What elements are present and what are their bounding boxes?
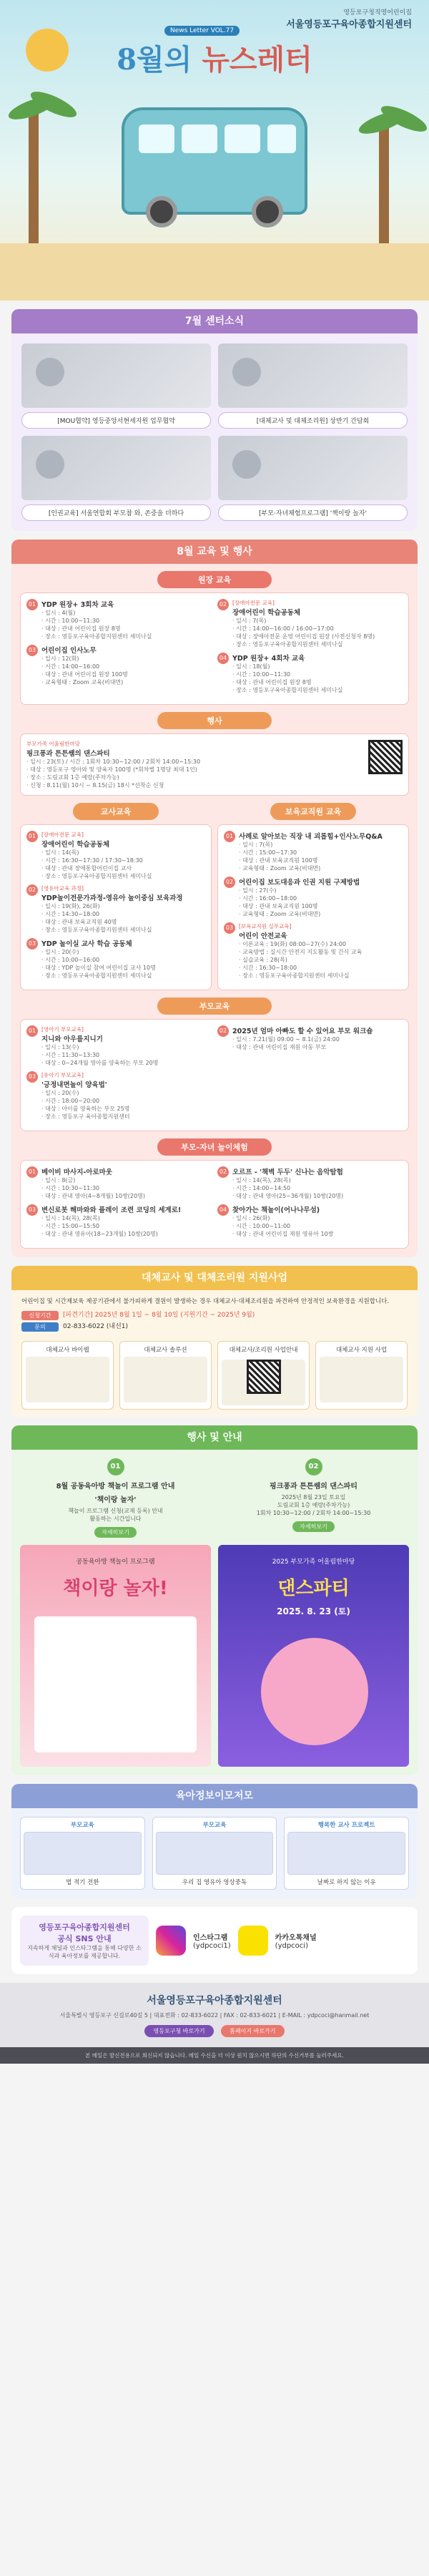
instagram-label[interactable]: 인스타그램 bbox=[193, 1934, 228, 1942]
item-desc: · 일시 : 7(목) · 시간 : 14:00~16:00 / 16:00~17:00 · 대상 : 장애아전문 운영 어린이집 원장 (사전신청자 8명) · 장소 : 영등포구육아종합지원센터 세미나실 bbox=[232, 618, 375, 648]
org-subtitle: 영등포구청직영어린이집 bbox=[343, 9, 412, 16]
info-row bbox=[21, 1322, 408, 1332]
page-title bbox=[0, 37, 429, 78]
item-tag: [영아기 부모교육] bbox=[41, 1026, 84, 1033]
director-education-box bbox=[20, 592, 409, 705]
info-label: 행복한 교사 프로젝트 bbox=[317, 1822, 375, 1829]
item-tag: [영유아교육 과정] bbox=[41, 885, 84, 892]
event-more-button[interactable]: 자세히보기 bbox=[292, 1521, 335, 1532]
item-desc: · 일시 : 4(월) · 시간 : 10:00~11:30 · 대상 : 관내 어린이집 원장 8명 · 장소 : 영등포구육아종합지원센터 세미나실 bbox=[41, 610, 152, 640]
item-desc: · 일시 : 27(수) · 시간 : 16:00~18:00 · 대상 : 관내 보육교직원 100명 · 교육형태 : Zoom 교육(비대면) bbox=[239, 887, 321, 917]
card-label: 대체교사 솔루션 bbox=[144, 1347, 187, 1354]
news-photo bbox=[218, 436, 408, 500]
item-desc: · 일시 : 13(수) · 시간 : 11:30~13:30 · 대상 : 0~24개월 영아를 양육하는 부모 20명 bbox=[41, 1044, 159, 1066]
qr-code-icon[interactable] bbox=[368, 740, 403, 774]
info-label: 부모교육 bbox=[202, 1822, 227, 1829]
item-title: YDP놀이전문가과정-영유아 놀이중심 보육과정 bbox=[41, 894, 183, 902]
edu-item bbox=[217, 653, 403, 694]
event-title: 8월 공동육아방 책놀이 프로그램 안내 bbox=[56, 1483, 175, 1491]
event-card bbox=[20, 1458, 211, 1538]
event-title: 핑크퐁과 튼튼쌤의 댄스파티 bbox=[270, 1483, 358, 1491]
parent-education-box bbox=[20, 1019, 409, 1131]
event-poster[interactable] bbox=[218, 1545, 409, 1767]
item-title: 2025년 엄마 아빠도 할 수 있어요 부모 워크숍 bbox=[232, 1028, 373, 1035]
item-desc: · 일시 : 14(목) · 시간 : 16:30~17:30 / 17:30~18:30 · 대상 : 관내 장애통합어린이집 교사 · 장소 : 영등포구육아종합지원센터 세미나실 bbox=[41, 849, 152, 879]
staff-education-box bbox=[217, 824, 409, 990]
event-number: 02 bbox=[305, 1458, 322, 1475]
poster-title: 댄스파티 bbox=[277, 1578, 350, 1599]
item-number: 02 bbox=[217, 1166, 229, 1178]
poster-subtitle: 공동육아방 책놀이 프로그램 bbox=[76, 1558, 155, 1566]
item-number: 02 bbox=[224, 877, 235, 888]
item-title: 찾아가는 책놀이(어나나무섬) bbox=[232, 1206, 320, 1214]
item-title: YDP 놀이실 교사 학습 공동체 bbox=[41, 940, 132, 948]
edu-item bbox=[26, 1166, 212, 1200]
teacher-education-box bbox=[20, 824, 212, 990]
item-desc: · 일시 : 7.21(월) 09:00 ~ 8.1(금) 24:00 · 대상 : 관내 어린이집 재원 아동 부모 bbox=[232, 1036, 340, 1050]
item-tag: [유아기 부모교육] bbox=[41, 1072, 84, 1078]
edu-item bbox=[26, 599, 212, 640]
section-center-news bbox=[11, 309, 418, 531]
item-title: 사례로 알아보는 직장 내 괴롭힘+인사노무Q&A bbox=[239, 833, 383, 841]
item-number: 01 bbox=[26, 1166, 38, 1178]
news-item[interactable] bbox=[21, 343, 211, 429]
item-title: 장애어린이 학습공동체 bbox=[232, 609, 301, 617]
info-row bbox=[21, 1311, 408, 1320]
poster-subtitle: 2025 부모가족 어울림한마당 bbox=[272, 1558, 355, 1566]
item-number: 01 bbox=[26, 831, 38, 842]
edu-item bbox=[217, 599, 403, 648]
info-card[interactable] bbox=[152, 1817, 277, 1890]
district-office-button[interactable]: 영등포구청 바로가기 bbox=[144, 2025, 213, 2037]
event-poster[interactable] bbox=[20, 1545, 211, 1767]
item-number: 02 bbox=[217, 599, 229, 610]
sns-desc: 지속하게 채널과 인스타그램을 통해 다양한 소식과 육아정보를 제공합니다. bbox=[27, 1945, 142, 1959]
poster-title: 책이랑 놀자! bbox=[63, 1578, 168, 1599]
item-title: 오르프 - '책벽 두두' 신나는 음악탐험 bbox=[232, 1169, 343, 1176]
item-title: 베이비 마사지-아로마웃 bbox=[41, 1169, 113, 1176]
item-number: 04 bbox=[217, 653, 229, 664]
item-desc: · 일시 : 20(수) · 시간 : 10:00~16:00 · 대상 : YDP 놀이실 참여 어린이집 교사 10명 · 장소 : 영등포구육아종합지원센터 세미나실 bbox=[41, 949, 156, 979]
homepage-button[interactable]: 홈페이지 바로가기 bbox=[221, 2025, 284, 2037]
edu-item bbox=[26, 1071, 212, 1121]
edu-item bbox=[26, 1204, 212, 1238]
bus-illustration bbox=[122, 107, 307, 215]
section-parenting-info bbox=[11, 1784, 418, 1898]
info-caption: 법 적기 전환 bbox=[66, 1879, 99, 1886]
row-label: 문의 bbox=[21, 1322, 59, 1332]
org-name: 서울영등포구육아종합지원센터 bbox=[286, 19, 412, 30]
play-experience-box bbox=[20, 1160, 409, 1249]
section-title: 육아정보이모저모 bbox=[11, 1784, 418, 1808]
item-title: 어린이집 인사노무 bbox=[41, 647, 97, 655]
card-label: 대체교사 바이웹 bbox=[46, 1347, 89, 1354]
item-title: YDP 원장+ 3회차 교육 bbox=[41, 601, 114, 609]
instagram-icon[interactable] bbox=[156, 1926, 186, 1956]
item-desc: · 일시 : 23(토) / 시간 : 1회차 10:30~12:00 / 2회차 14:00~15:30 · 대상 : 영등포구 영아와 및 양육자 100명 (*회차별 1명당 최대 1인) · 장소 : 도림교회 1층 예랑(주차가능) · 신청 : 8.11(월) 10시 ~ 8.15(금) 18시 *선착순 신청 bbox=[26, 758, 201, 789]
group-title: 부모교육 bbox=[157, 997, 272, 1015]
edu-item bbox=[217, 1166, 403, 1200]
item-tag: [보육교직원 실무교육] bbox=[239, 923, 292, 930]
section-education bbox=[11, 540, 418, 1257]
edu-item bbox=[26, 831, 205, 880]
poster-date: 2025. 8. 23 (토) bbox=[277, 1606, 350, 1616]
item-number: 02 bbox=[26, 884, 38, 896]
item-number: 02 bbox=[217, 1025, 229, 1037]
newsletter-volume: News Letter VOL.77 bbox=[164, 26, 240, 36]
item-title: 어린이집 보도대응과 인권 지원 구제방법 bbox=[239, 879, 360, 887]
item-desc: · 일시 : 14(목), 28(목) · 시간 : 14:00~14:50 · 대상 : 관내 영아(25~36개월) 10쌍(20명) bbox=[232, 1177, 344, 1199]
news-caption: [대체교사 및 대체조리원] 상반기 간담회 bbox=[218, 412, 408, 429]
hero-banner bbox=[0, 0, 429, 301]
item-desc: · 일시 : 26(화) · 시간 : 10:00~11:00 · 대상 : 관내 어린이집 재원 영유아 10쌍 bbox=[232, 1215, 334, 1237]
item-tag: 부모가족 어울림한마당 bbox=[26, 741, 80, 747]
sns-section bbox=[11, 1907, 418, 1974]
item-desc: · 일시 : 18(월) · 시간 : 10:00~11:30 · 대상 : 관내 어린이집 원장 8명 · 장소 : 영등포구육아종합지원센터 세미나실 bbox=[232, 663, 343, 693]
item-title: 변신로봇 해마와와 플레이 조련 코딩의 세계로! bbox=[41, 1206, 182, 1214]
item-title: 장애어린이 학습공동체 bbox=[41, 841, 110, 849]
section-substitute-support bbox=[11, 1266, 418, 1417]
section-title: 8월 교육 및 행사 bbox=[11, 540, 418, 564]
event-card bbox=[218, 1458, 409, 1538]
event-desc: 책놀이 프로그램 신청(교재 등록) 안내 활동하는 시간입니다 bbox=[68, 1508, 163, 1522]
info-card[interactable] bbox=[20, 1817, 145, 1890]
title-word: 뉴스레터 bbox=[202, 43, 312, 77]
item-title: 핑크퐁과 튼튼쌤의 댄스파티 bbox=[26, 750, 110, 758]
event-number: 01 bbox=[107, 1458, 124, 1475]
edu-item bbox=[26, 1025, 212, 1067]
edu-item bbox=[26, 938, 205, 980]
section-title: 7월 센터소식 bbox=[11, 309, 418, 333]
edu-item bbox=[217, 1204, 403, 1238]
item-number: 03 bbox=[224, 922, 235, 934]
section-title: 행사 및 안내 bbox=[11, 1425, 418, 1450]
item-desc: · 일시 : 14(목), 28(목) · 시간 : 15:00~15:50 · 대상 : 관내 영유아(18~23개월) 10쌍(20명) bbox=[41, 1215, 158, 1237]
event-desc: 2025년 8월 23일 토요일 도림교회 1층 예랑(주차가능) 1회차 10:30~12:00 / 2회차 14:00~15:30 bbox=[256, 1494, 371, 1516]
card-label: 대체교사/조리원 사업안내 bbox=[229, 1347, 298, 1354]
event-box bbox=[20, 733, 409, 796]
item-number: 03 bbox=[26, 645, 38, 656]
support-card[interactable] bbox=[217, 1341, 310, 1410]
news-caption: [인권교육] 서울연합회 부모참 와, 존중을 더하다 bbox=[21, 504, 211, 521]
support-card[interactable] bbox=[315, 1341, 408, 1410]
item-tag: [장애아전문 교육] bbox=[41, 831, 84, 838]
section-events bbox=[11, 1425, 418, 1775]
item-desc: · 일시 : 12(화) · 시간 : 14:00~16:00 · 대상 : 관내 어린이집 원장 100명 · 교육형태 : Zoom 교육(비대면) bbox=[41, 655, 128, 686]
group-title: 부모-자녀 놀이체험 bbox=[157, 1138, 272, 1156]
news-item[interactable] bbox=[21, 436, 211, 521]
news-photo bbox=[21, 436, 211, 500]
card-label: 대체교사 지원 사업 bbox=[335, 1347, 388, 1354]
group-title: 원장 교육 bbox=[157, 571, 272, 588]
item-number: 03 bbox=[26, 1071, 38, 1083]
unsubscribe-notice: 본 메일은 발신전용으로 회신되지 않습니다. 메일 수신을 더 이상 원치 않으시면 하단의 수신거부를 눌러주세요. bbox=[0, 2047, 429, 2064]
item-title: '긍정내면놀이 양육법' bbox=[41, 1081, 107, 1089]
news-photo bbox=[21, 343, 211, 408]
kakao-label[interactable]: 카카오톡채널 bbox=[275, 1934, 317, 1942]
kakao-channel-icon[interactable] bbox=[238, 1926, 268, 1956]
event-subtitle: '책이랑 놀자' bbox=[94, 1496, 137, 1504]
kakao-id: (ydpcoci) bbox=[275, 1942, 308, 1950]
item-desc: · 일시 : 19(화), 26(화) · 시간 : 14:30~18:00 · 대상 : 관내 보육교직원 40명 · 장소 : 영등포구육아종합지원센터 세미나실 bbox=[41, 903, 152, 933]
info-card[interactable] bbox=[284, 1817, 409, 1890]
item-tag: [장애아전문 교육] bbox=[232, 600, 275, 606]
item-number: 04 bbox=[217, 1204, 229, 1216]
edu-item bbox=[26, 884, 205, 934]
item-number: 03 bbox=[26, 1204, 38, 1216]
org-logo[interactable] bbox=[286, 7, 412, 30]
group-title: 행사 bbox=[157, 712, 272, 729]
edu-item bbox=[224, 831, 403, 872]
sand-decoration bbox=[0, 243, 429, 301]
edu-item bbox=[224, 877, 403, 918]
item-desc: · 이론교육 : 19(화) 08:00~27(수) 24:00 · 교육방법 : 실시간 안전지 지도활동 및 간식 교육 · 실습교육 : 28(목) · 시간 : 16:30~18:00 · 장소 : 영등포구육아종합지원센터 세미나실 bbox=[239, 941, 363, 979]
edu-item bbox=[224, 922, 403, 980]
news-item[interactable] bbox=[218, 436, 408, 521]
item-desc: · 일시 : 8(금) · 시간 : 10:30~11:30 · 대상 : 관내 영아(4~8개월) 10쌍(20명) bbox=[41, 1177, 145, 1199]
section-title: 대체교사 및 대체조리원 지원사업 bbox=[11, 1266, 418, 1290]
footer-address: 서울특별시 영등포구 신길로40길 5 | 대표전화 : 02-833-6022 | FAX : 02-833-6021 | E-MAIL : ydpcoci@hanmail.net bbox=[59, 2012, 370, 2019]
item-title: 어린이 안전교육 bbox=[239, 932, 287, 940]
item-title: 지니와 아우를지니기 bbox=[41, 1035, 103, 1043]
row-label: 신청기간 bbox=[21, 1311, 59, 1320]
edu-item bbox=[217, 1025, 403, 1051]
event-more-button[interactable]: 자세히보기 bbox=[94, 1527, 137, 1538]
intro-text: 어린이집 및 시간제보육 제공기관에서 불가피하게 결원이 발생하는 경우 대체교사·대체조리원을 파견하여 안정적인 보육환경을 지원합니다. bbox=[21, 1298, 390, 1305]
title-month: 8월의 bbox=[117, 43, 192, 77]
info-label: 부모교육 bbox=[70, 1822, 94, 1829]
qr-code-icon[interactable] bbox=[247, 1360, 281, 1394]
item-number: 01 bbox=[26, 1025, 38, 1037]
item-number: 01 bbox=[224, 831, 235, 842]
item-desc: · 일시 : 7(목) · 시간 : 15:00~17:30 · 대상 : 관내 보육교직원 100명 · 교육형태 : Zoom 교육(비대면) bbox=[239, 841, 321, 872]
edu-item bbox=[26, 645, 212, 686]
footer bbox=[0, 1983, 429, 2047]
sns-intro bbox=[20, 1916, 149, 1966]
instagram-id: (ydpcoci1) bbox=[193, 1942, 231, 1950]
support-card[interactable] bbox=[119, 1341, 212, 1410]
item-desc: · 일시 : 20(수) · 시간 : 18:00~20:00 · 대상 : 아이를 양육하는 부모 25명 · 장소 : 영등포구 육아종합지원센터 bbox=[41, 1090, 130, 1120]
news-caption: [부모·자녀체험프로그램] '책이랑 놀자' bbox=[218, 504, 408, 521]
info-caption: 날짜로 하지 않는 이유 bbox=[317, 1879, 376, 1886]
item-number: 03 bbox=[26, 938, 38, 950]
group-title: 교사교육 bbox=[73, 803, 159, 820]
footer-org-name: 서울영등포구육아종합지원센터 bbox=[147, 1995, 282, 2006]
support-card[interactable] bbox=[21, 1341, 114, 1410]
sns-subtitle: 공식 SNS 안내 bbox=[57, 1934, 112, 1943]
item-number: 01 bbox=[26, 599, 38, 610]
item-title: YDP 원장+ 4회차 교육 bbox=[232, 655, 305, 663]
news-photo bbox=[218, 343, 408, 408]
group-title: 보육교직원 교육 bbox=[270, 803, 356, 820]
news-caption: [MOU협약] 영등중앙서현세지원 업무협약 bbox=[21, 412, 211, 429]
sns-title: 영등포구육아종합지원센터 bbox=[39, 1923, 130, 1932]
info-caption: 우리 집 영유아 영상중독 bbox=[182, 1879, 247, 1886]
row-value: 02-833-6022 (내선1) bbox=[63, 1323, 129, 1330]
news-item[interactable] bbox=[218, 343, 408, 429]
row-value: [파견기간] 2025년 8월 1일 ~ 8월 10일 (지원기간 ~ 2025년 9월) bbox=[63, 1312, 255, 1319]
